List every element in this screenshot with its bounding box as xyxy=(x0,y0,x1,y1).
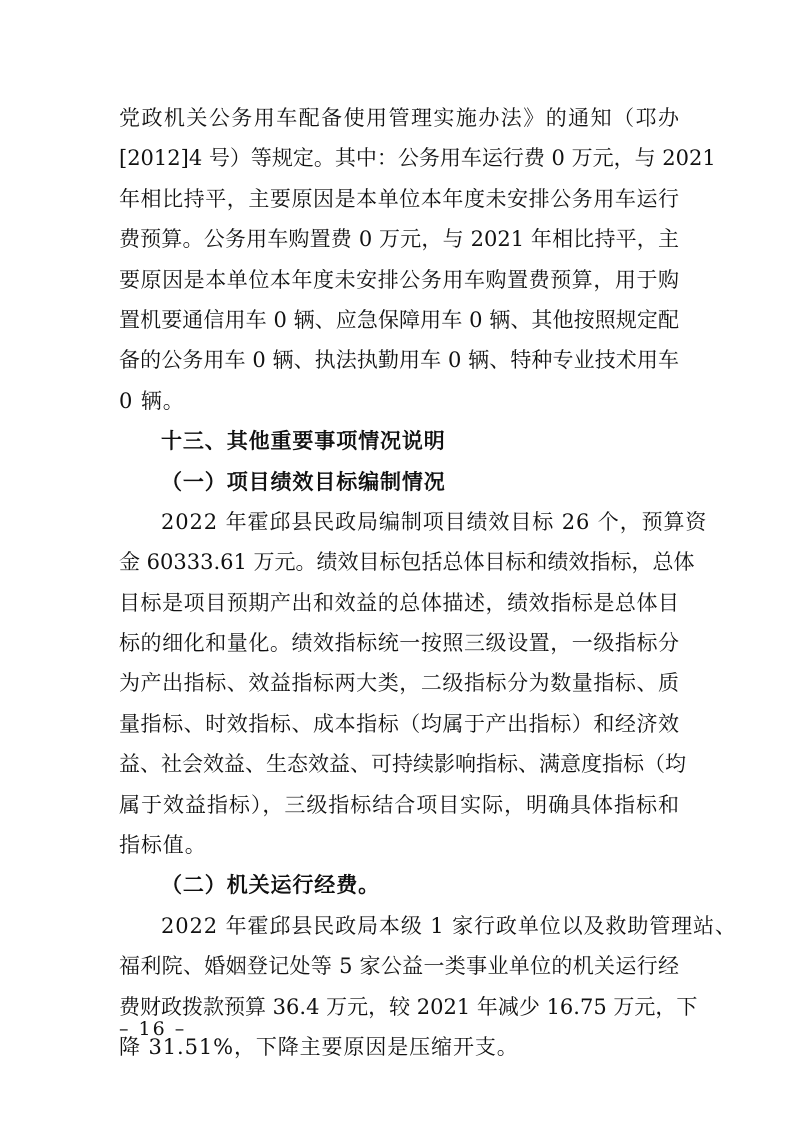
paragraph-line: 指标值。 xyxy=(119,833,207,858)
page-number: – 16 – xyxy=(119,1018,187,1040)
paragraph-line: 要原因是本单位本年度未安排公务用车购置费预算，用于购 xyxy=(119,267,679,292)
paragraph-line: 为产出指标、效益指标两大类，二级指标分为数量指标、质 xyxy=(119,671,679,696)
paragraph-line: 降 31.51%，下降主要原因是压缩开支。 xyxy=(119,1034,519,1059)
document-body xyxy=(119,98,737,1067)
paragraph-line: 费财政拨款预算 36.4 万元，较 2021 年减少 16.75 万元，下 xyxy=(119,994,698,1019)
paragraph-line: 属于效益指标），三级指标结合项目实际，明确具体指标和 xyxy=(119,792,679,817)
paragraph-line: [2012]4 号）等规定。其中：公务用车运行费 0 万元，与 2021 xyxy=(119,146,716,171)
paragraph-line: 标的细化和量化。绩效指标统一按照三级设置，一级指标分 xyxy=(119,631,679,656)
paragraph-line: 2022 年霍邱县民政局编制项目绩效目标 26 个，预算资 xyxy=(161,509,708,534)
paragraph-line: 置机要通信用车 0 辆、应急保障用车 0 辆、其他按照规定配 xyxy=(119,307,679,332)
paragraph-line: 金 60333.61 万元。绩效目标包括总体目标和绩效指标，总体 xyxy=(119,550,695,575)
paragraph-line: 党政机关公务用车配备使用管理实施办法》的通知（邛办 xyxy=(119,106,679,130)
paragraph-line: 备的公务用车 0 辆、执法执勤用车 0 辆、特种专业技术用车 xyxy=(119,348,679,373)
paragraph-line: 费预算。公务用车购置费 0 万元，与 2021 年相比持平，主 xyxy=(119,227,679,252)
paragraph-line: 益、社会效益、生态效益、可持续影响指标、满意度指标（均 xyxy=(119,752,686,777)
paragraph-line: 福利院、婚姻登记处等 5 家公益一类事业单位的机关运行经 xyxy=(119,954,679,979)
paragraph-line: 2022 年霍邱县民政局本级 1 家行政单位以及救助管理站、 xyxy=(161,913,737,938)
paragraph-line: 0 辆。 xyxy=(119,388,185,413)
paragraph-line: 量指标、时效指标、成本指标（均属于产出指标）和经济效 xyxy=(119,711,679,736)
subsection-heading: （一）项目绩效目标编制情况 xyxy=(161,469,446,494)
subsection-heading: （二）机关运行经费。 xyxy=(161,873,380,898)
paragraph-line: 年相比持平，主要原因是本单位本年度未安排公务用车运行 xyxy=(119,186,679,211)
paragraph-line: 目标是项目预期产出和效益的总体描述，绩效指标是总体目 xyxy=(119,590,679,615)
section-heading: 十三、其他重要事项情况说明 xyxy=(161,429,446,454)
